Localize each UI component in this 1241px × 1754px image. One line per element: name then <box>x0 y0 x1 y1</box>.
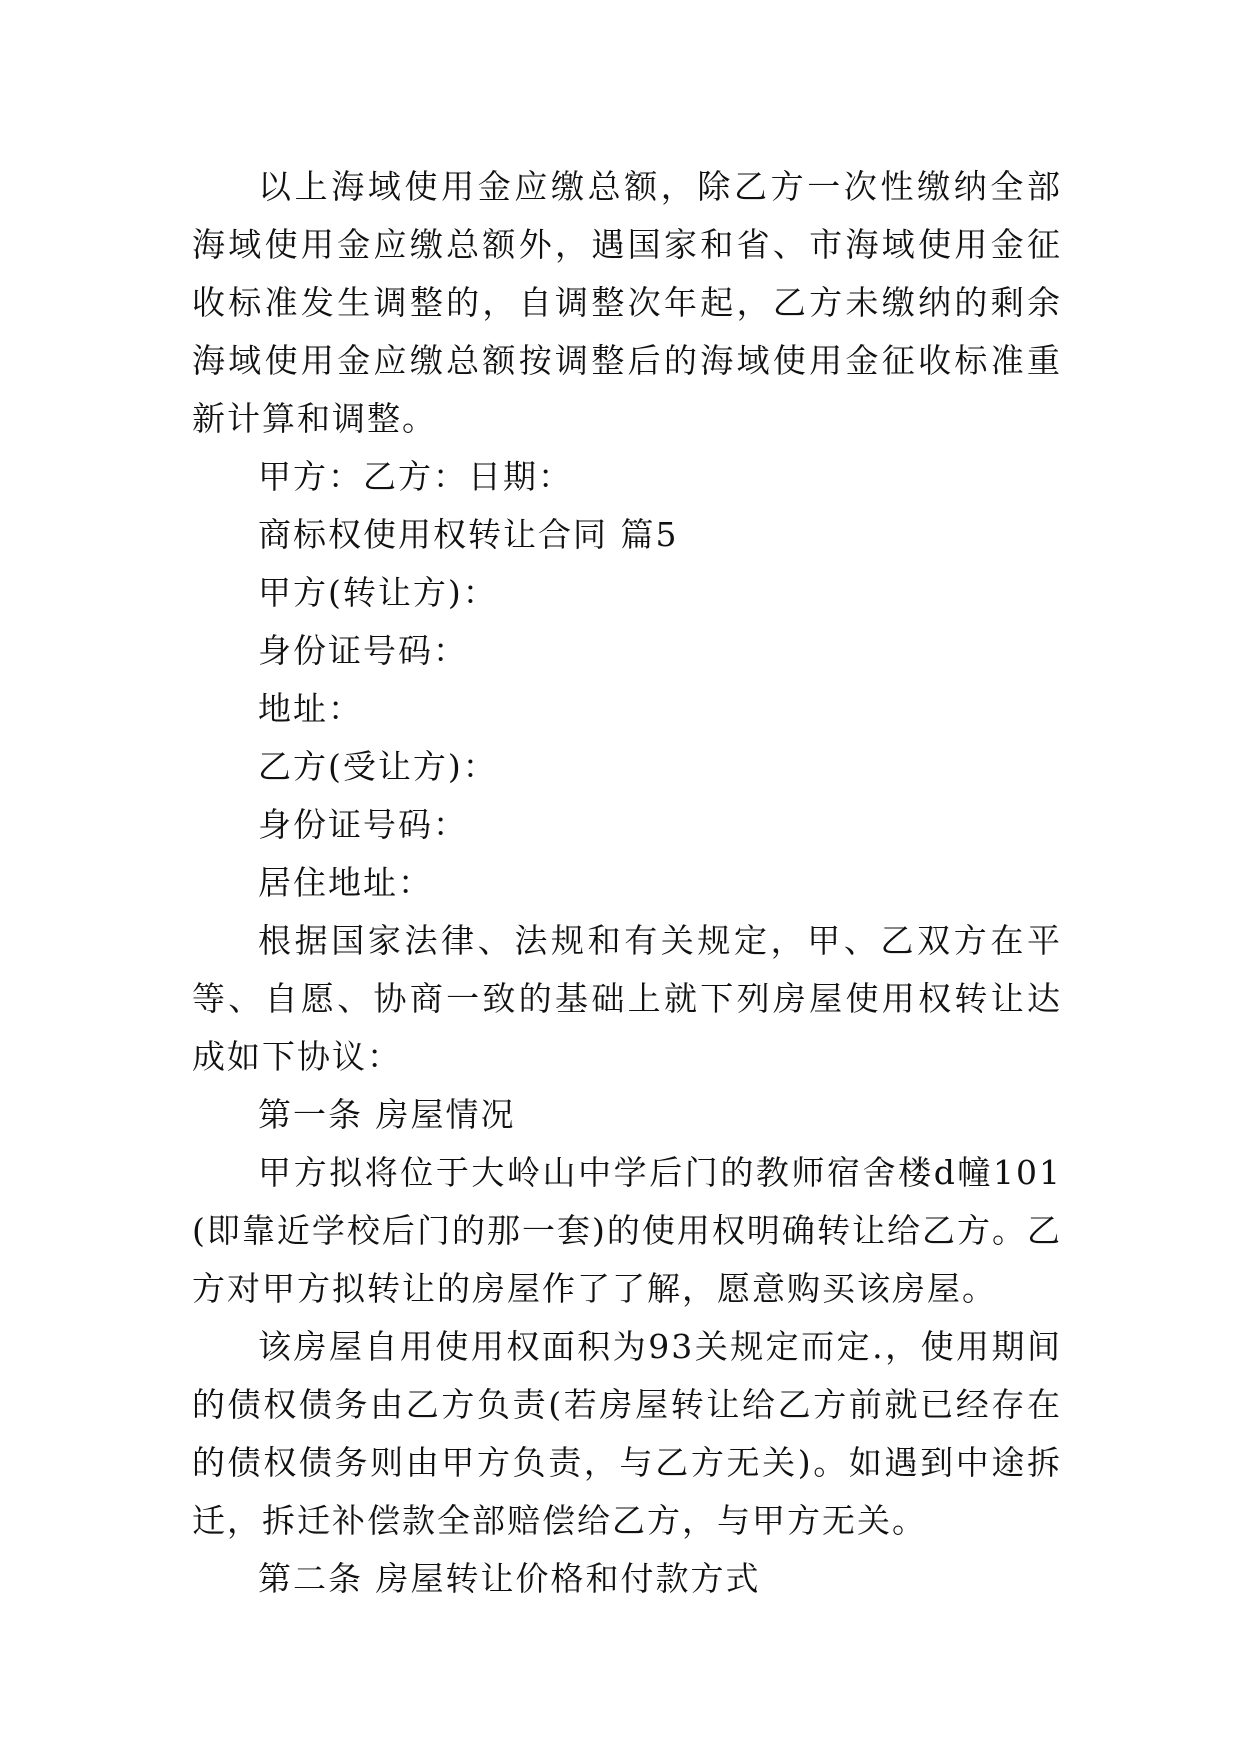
signature-line: 甲方：乙方：日期： <box>258 457 573 496</box>
party-b-id-label: 身份证号码： <box>258 805 468 844</box>
article-one-paragraph-1: 甲方拟将位于大岭山中学后门的教师宿舍楼d幢101(即靠近学校后门的那一套)的使用权明确转让给乙方。乙方对甲方拟转让的房屋作了了解，愿意购买该房屋。 <box>192 1153 1062 1308</box>
article-one-heading: 第一条 房屋情况 <box>258 1095 516 1134</box>
article-one-paragraph-2: 该房屋自用使用权面积为93关规定而定.，使用期间的债权债务由乙方负责(若房屋转让给乙方前就已经存在的债权债务则由甲方负责，与乙方无关)。如遇到中途拆迁，拆迁补偿款全部赔偿给乙方，与甲方无关。 <box>192 1327 1062 1540</box>
party-a-label: 甲方(转让方)： <box>258 573 498 612</box>
party-a-address-label: 地址： <box>258 689 363 728</box>
party-a-id-label: 身份证号码： <box>258 631 468 670</box>
contract-title: 商标权使用权转让合同 篇5 <box>258 515 679 554</box>
party-b-address-label: 居住地址： <box>258 863 433 902</box>
article-two-heading: 第二条 房屋转让价格和付款方式 <box>258 1559 761 1598</box>
paragraph-sea-area-fee: 以上海域使用金应缴总额，除乙方一次性缴纳全部海域使用金应缴总额外，遇国家和省、市海域使用金征收标准发生调整的，自调整次年起，乙方未缴纳的剩余海域使用金应缴总额按调整后的海域使用金征收标准重新计算和调整。 <box>192 167 1062 438</box>
party-b-label: 乙方(受让方)： <box>258 747 498 786</box>
agreement-preamble: 根据国家法律、法规和有关规定，甲、乙双方在平等、自愿、协商一致的基础上就下列房屋使用权转让达成如下协议： <box>192 921 1062 1076</box>
document-body <box>192 158 1062 1608</box>
